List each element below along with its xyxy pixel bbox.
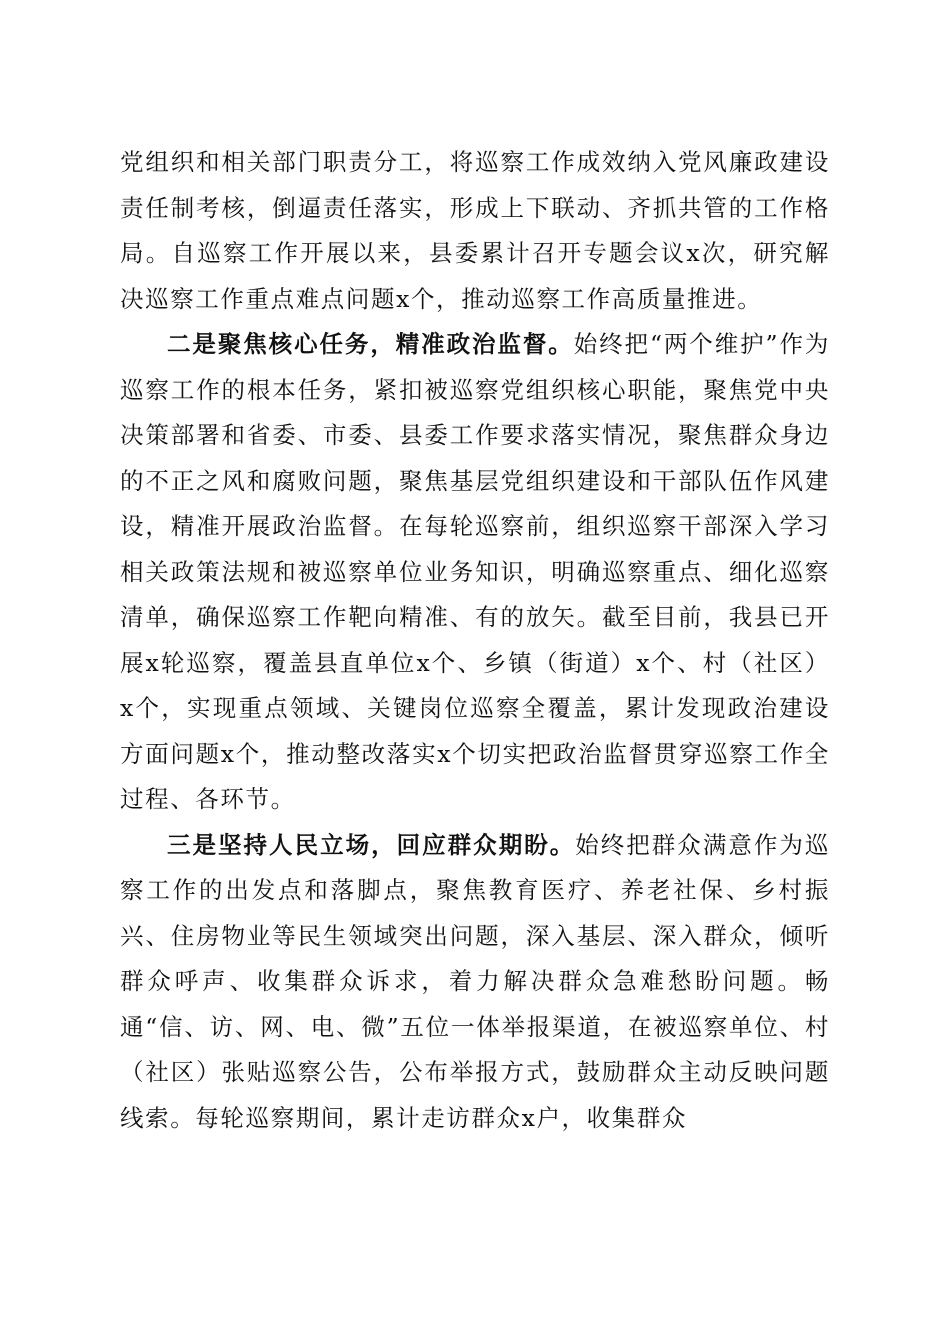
paragraph-point-two [120, 322, 830, 823]
paragraph-heading: 二是聚焦核心任务，精准政治监督。 [167, 330, 574, 358]
paragraph-point-three [120, 823, 830, 1142]
paragraph-continuation [120, 140, 830, 322]
document-body [120, 140, 830, 1141]
paragraph-heading: 三是坚持人民立场，回应群众期盼。 [167, 830, 576, 859]
paragraph-text: 始终把“两个维护”作为巡察工作的根本任务，紧扣被巡察党组织核心职能，聚焦党中央决策部署和省委、市委、县委工作要求落实情况，聚焦群众身边的不正之风和腐败问题，聚焦基层党组织建设和干部队伍作风建设，精准开展政治监督。在每轮巡察前，组织巡察干部深入学习相关政策法规和被巡察单位业务知识，明确巡察重点、细化巡察清单，确保巡察工作靶向精准、有的放矢。截至目前，我县已开展x轮巡察，覆盖县直单位x个、乡镇（街道）x个、村（社区）x个，实现重点领域、关键岗位巡察全覆盖，累计发现政治建设方面问题x个，推动整改落实x个切实把政治监督贯穿巡察工作全过程、各环节。 [120, 330, 830, 813]
paragraph-text: 始终把群众满意作为巡察工作的出发点和落脚点，聚焦教育医疗、养老社保、乡村振兴、住房物业等民生领域突出问题，深入基层、深入群众，倾听群众呼声、收集群众诉求，着力解决群众急难愁盼问题。畅通“信、访、网、电、微”五位一体举报渠道，在被巡察单位、村（社区）张贴巡察公告，公布举报方式，鼓励群众主动反映问题线索。每轮巡察期间，累计走访群众x户，收集群众 [120, 830, 830, 1132]
paragraph-text: 党组织和相关部门职责分工，将巡察工作成效纳入党风廉政建设责任制考核，倒逼责任落实，形成上下联动、齐抓共管的工作格局。自巡察工作开展以来，县委累计召开专题会议x次，研究解决巡察工作重点难点问题x个，推动巡察工作高质量推进。 [120, 148, 830, 313]
